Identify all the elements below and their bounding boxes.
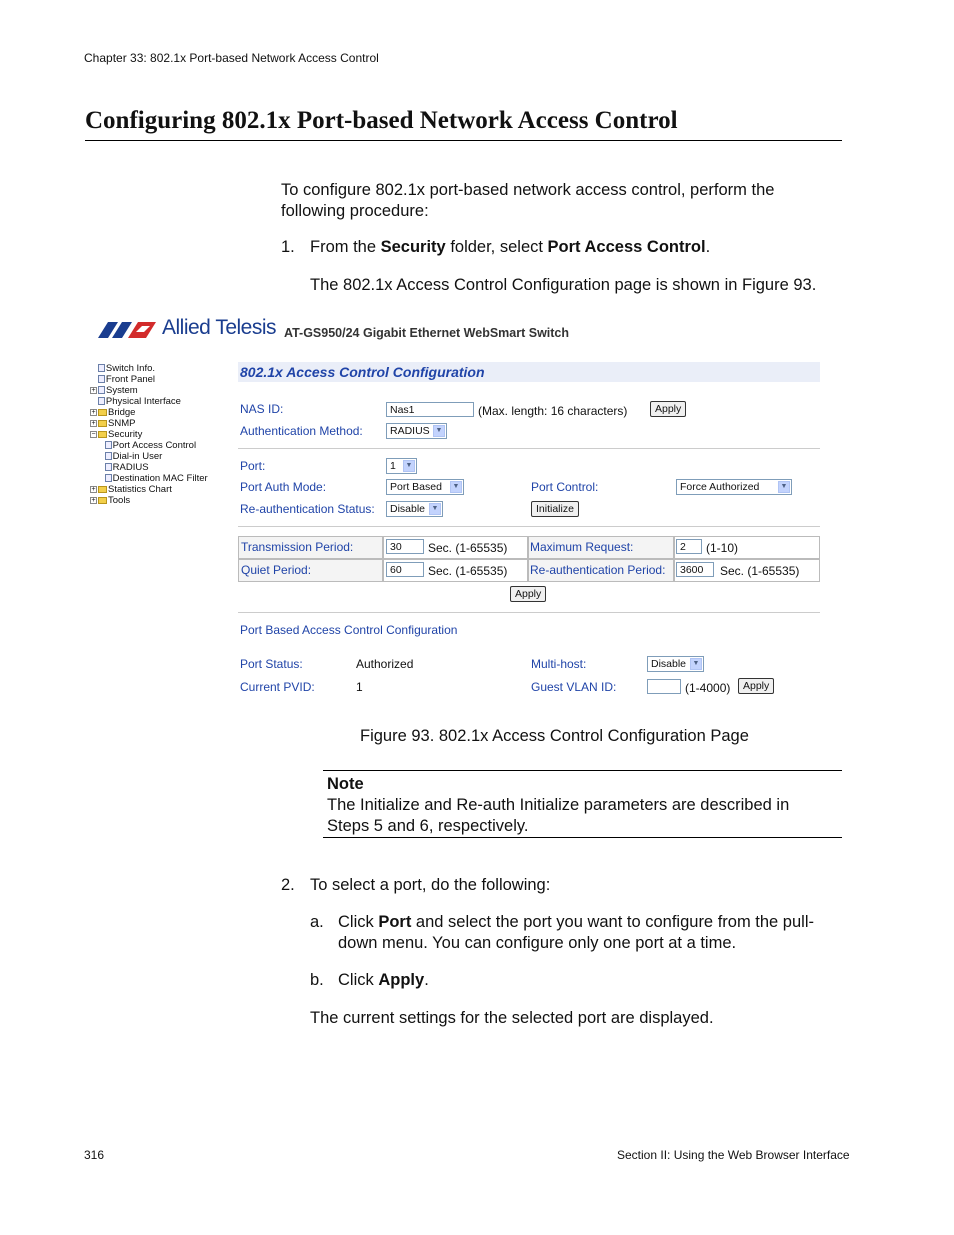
tree-item-radius[interactable]: RADIUS: [90, 462, 208, 473]
chevron-down-icon: ▼: [690, 658, 702, 670]
guest-vlan-range: (1-4000): [685, 681, 731, 695]
guest-vlan-apply-button[interactable]: Apply: [738, 678, 774, 694]
quiet-period-range: Sec. (1-65535): [428, 564, 508, 578]
tree-item-system[interactable]: + System: [91, 385, 138, 396]
port-status-label: Port Status:: [240, 657, 303, 671]
tx-period-label: Transmission Period:: [241, 540, 354, 554]
figure-screenshot: [86, 310, 821, 708]
port-control-select[interactable]: Force Authorized ▼: [676, 479, 792, 495]
quiet-period-label: Quiet Period:: [241, 563, 312, 577]
tree-item-physical-interface[interactable]: Physical Interface: [90, 396, 208, 407]
folder-icon: [98, 420, 107, 427]
step-2-result: The current settings for the selected port are displayed.: [310, 1009, 714, 1027]
pbac-title: Port Based Access Control Configuration: [240, 623, 458, 637]
folder-icon: [98, 409, 107, 416]
expand-icon[interactable]: +: [91, 419, 96, 427]
chevron-down-icon: ▼: [429, 503, 441, 515]
tree-item-switch-info[interactable]: Switch Info.: [90, 363, 208, 374]
timing-apply-button[interactable]: Apply: [510, 586, 546, 602]
tree-item-security[interactable]: − Security: [91, 429, 143, 440]
reauth-status-select[interactable]: Disable ▼: [386, 501, 443, 517]
step-2-text: To select a port, do the following:: [310, 876, 551, 894]
reauth-period-range: Sec. (1-65535): [720, 564, 800, 578]
expand-icon[interactable]: +: [91, 408, 96, 416]
document-icon: [105, 474, 112, 482]
note-title: Note: [327, 775, 364, 793]
tx-period-range: Sec. (1-65535): [428, 541, 508, 555]
document-icon: [105, 463, 112, 471]
separator: [238, 526, 820, 527]
expand-icon[interactable]: +: [91, 386, 96, 394]
initialize-button[interactable]: Initialize: [531, 501, 579, 517]
document-icon: [105, 452, 112, 460]
port-label: Port:: [240, 459, 266, 473]
max-request-input[interactable]: 2: [676, 539, 702, 554]
product-name: AT-GS950/24 Gigabit Ethernet WebSmart Switch: [284, 326, 570, 340]
tree-item-port-access-control[interactable]: Port Access Control: [90, 440, 208, 451]
intro-paragraph: To configure 802.1x port-based network access control, perform the following procedure:: [281, 181, 775, 220]
port-auth-mode-select[interactable]: Port Based ▼: [386, 479, 464, 495]
max-request-range: (1-10): [706, 541, 739, 555]
folder-icon: [98, 486, 107, 493]
tree-item-front-panel[interactable]: Front Panel: [90, 374, 208, 385]
page-title: 802.1x Access Control Configuration: [240, 364, 485, 380]
note-bottom-rule: [323, 837, 842, 838]
port-control-label: Port Control:: [531, 480, 599, 494]
chapter-header: Chapter 33: 802.1x Port-based Network Access Control: [84, 51, 379, 65]
nav-tree: [90, 363, 208, 506]
tree-item-dial-in-user[interactable]: Dial-in User: [90, 451, 208, 462]
brand-name: Allied Telesis: [162, 316, 277, 339]
nas-id-label: NAS ID:: [240, 402, 284, 416]
step-2b-label: b.: [310, 971, 324, 989]
current-pvid-label: Current PVID:: [240, 680, 315, 694]
document-icon: [98, 364, 105, 372]
tree-item-statistics-chart[interactable]: + Statistics Chart: [91, 484, 172, 495]
reauth-period-label: Re-authentication Period:: [530, 563, 666, 577]
folder-icon: [98, 431, 107, 438]
allied-telesis-logo-icon: [98, 320, 158, 340]
document-icon: [105, 441, 112, 449]
collapse-icon[interactable]: −: [91, 430, 96, 438]
tx-period-input[interactable]: 30: [386, 539, 424, 554]
step-2b-text: Click Apply.: [338, 971, 429, 989]
reauth-period-input[interactable]: 3600: [676, 562, 714, 577]
nas-id-apply-button[interactable]: Apply: [650, 401, 686, 417]
chevron-down-icon: ▼: [403, 460, 415, 472]
nas-id-hint: (Max. length: 16 characters): [478, 404, 628, 418]
separator: [238, 612, 820, 613]
step-1-text: From the Security folder, select Port Access Control.: [310, 238, 711, 256]
note-text: The Initialize and Re-auth Initialize parameters are described in Steps 5 and 6, respectively.: [327, 796, 790, 835]
multihost-select[interactable]: Disable ▼: [647, 656, 704, 672]
document-icon: [98, 386, 105, 394]
reauth-status-label: Re-authentication Status:: [240, 502, 375, 516]
max-request-label: Maximum Request:: [530, 540, 634, 554]
port-select[interactable]: 1 ▼: [386, 458, 417, 474]
step-1-followup: The 802.1x Access Control Configuration page is shown in Figure 93.: [310, 276, 817, 294]
chevron-down-icon: ▼: [778, 481, 790, 493]
step-2a-text: Click Port and select the port you want to configure from the pull-down menu. You can configure only one port at a time.: [338, 913, 814, 952]
port-status-value: Authorized: [356, 657, 414, 671]
note-top-rule: [323, 770, 842, 771]
quiet-period-input[interactable]: 60: [386, 562, 424, 577]
page-number: 316: [84, 1148, 105, 1162]
expand-icon[interactable]: +: [91, 496, 96, 504]
separator: [238, 448, 820, 449]
tree-item-snmp[interactable]: + SNMP: [91, 418, 136, 429]
footer-section: Section II: Using the Web Browser Interface: [617, 1148, 850, 1162]
nas-id-input[interactable]: Nas1: [386, 402, 474, 417]
document-icon: [98, 375, 105, 383]
figure-caption: Figure 93. 802.1x Access Control Configuration Page: [360, 727, 749, 745]
chevron-down-icon: ▼: [450, 481, 462, 493]
tree-item-destination-mac-filter[interactable]: Destination MAC Filter: [90, 473, 208, 484]
auth-method-label: Authentication Method:: [240, 424, 363, 438]
title-rule: [85, 140, 842, 141]
multihost-label: Multi-host:: [531, 657, 587, 671]
section-title: Configuring 802.1x Port-based Network Access Control: [85, 107, 678, 134]
tree-item-bridge[interactable]: + Bridge: [91, 407, 136, 418]
guest-vlan-label: Guest VLAN ID:: [531, 680, 617, 694]
tree-item-tools[interactable]: + Tools: [91, 495, 131, 506]
chevron-down-icon: ▼: [433, 425, 445, 437]
step-2-number: 2.: [281, 876, 295, 894]
expand-icon[interactable]: +: [91, 485, 96, 493]
document-icon: [98, 397, 105, 405]
auth-method-select[interactable]: RADIUS ▼: [386, 423, 447, 439]
current-pvid-value: 1: [356, 680, 363, 694]
guest-vlan-input[interactable]: [647, 679, 681, 694]
step-1-number: 1.: [281, 238, 295, 256]
folder-icon: [98, 497, 107, 504]
step-2a-label: a.: [310, 913, 324, 931]
port-auth-mode-label: Port Auth Mode:: [240, 480, 327, 494]
